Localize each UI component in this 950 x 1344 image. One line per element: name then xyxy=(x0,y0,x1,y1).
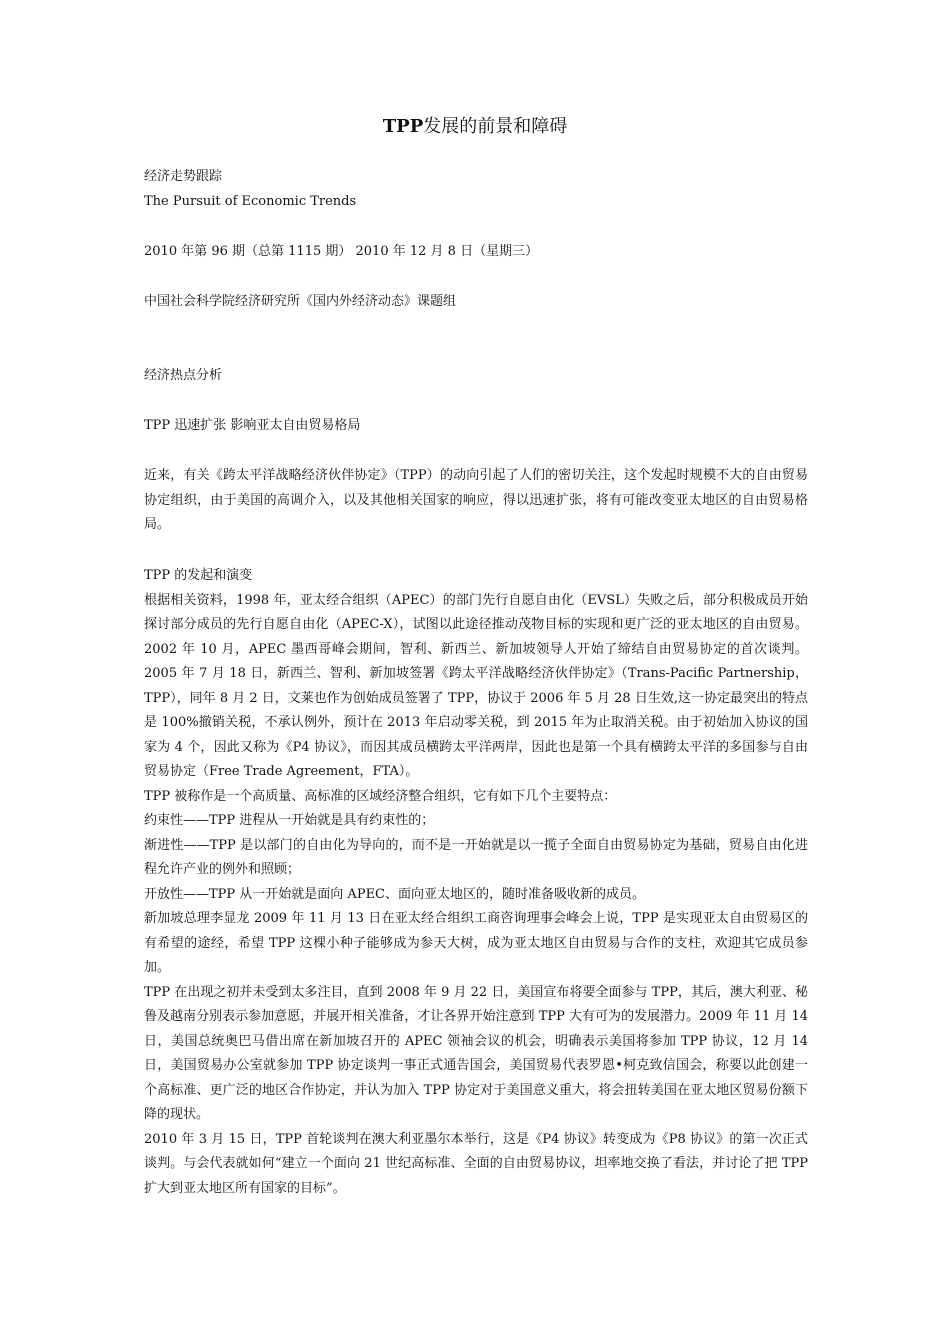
subheading: TPP 的发起和演变 xyxy=(144,568,253,583)
section-heading: 经济热点分析 xyxy=(144,368,223,383)
body-paragraph: TPP 被称作是一个高质量、高标准的区域经济整合组织，它有如下几个主要特点： xyxy=(144,788,617,804)
body-paragraph: 新加坡总理李显龙 2009 年 11 月 13 日在亚太经合组织工商咨询理事会峰会上说，TPP 是实现亚太自由贸易区的有希望的途经，希望 TPP 这棵小种子能够成为参天大树，成为亚太地区自由贸易与合作的支柱，欢迎其它成员参加。 xyxy=(144,911,808,975)
body-paragraph: 2010 年 3 月 15 日，TPP 首轮谈判在澳大利亚墨尔本举行，这是《P4 协议》转变成为《P8 协议》的第一次正式谈判。与会代表就如何“建立一个面向 21 世纪高标准、全面的自由贸易协议，坦率地交换了看法，并讨论了把 TPP 扩大到亚太地区所有国家的目标”。 xyxy=(144,1131,808,1196)
article-headline: TPP 迅速扩张 影响亚太自由贸易格局 xyxy=(144,418,361,433)
issue-line: 2010 年第 96 期（总第 1115 期） 2010 年 12 月 8 日（星期三） xyxy=(144,244,539,259)
body-paragraph: 根据相关资料，1998 年，亚太经合组织（APEC）的部门先行自愿自由化（EVSL）失败之后，部分积极成员开始探讨部分成员的先行自愿自由化（APEC-X），试图以此途径推动茂物目标的实现和更广泛的亚太地区的自由贸易。2002 年 10 月，APEC 墨西哥峰会期间，智利、新西兰、新加坡领导人开始了缔结自由贸易协定的首次谈判。2005 年 7 月 18 日，新西兰、智利、新加坡签署《跨太平洋战略经济伙伴协定》（Trans-Pacific Partnership，TPP），同年 8 月 2 日，文莱也作为创始成员签署了 TPP，协议于 2006 年 5 月 28 日生效,这一协定最突出的特点是 100%撤销关税，不承认例外，预计在 2013 年启动零关税，到 2015 年为止取消关税。由于初始加入协议的国家为 4 个，因此又称为《P4 协议》，而因其成员横跨太平洋两岸，因此也是第一个具有横跨太平洋的多国参与自由贸易协定（Free Trade Agreement，FTA）。 xyxy=(144,592,808,779)
title-rest: 发展的前景和障碍 xyxy=(423,116,568,137)
series-block xyxy=(144,165,808,214)
publisher-line: 中国社会科学院经济研究所《国内外经济动态》课题组 xyxy=(144,294,457,309)
body-paragraph: TPP 在出现之初并未受到太多注目，直到 2008 年 9 月 22 日，美国宣布将要全面参与 TPP，其后，澳大利亚、秘鲁及越南分别表示参加意愿，并展开相关准备，才让各界开始注意到 TPP 大有可为的发展潜力。2009 年 11 月 14 日，美国总统奥巴马借出席在新加坡召开的 APEC 领袖会议的机会，明确表示美国将参加 TPP 协议，12 月 14 日，美国贸易办公室就参加 TPP 协定谈判一事正式通告国会，美国贸易代表罗恩•柯克致信国会，称要以此创建一个高标准、更广泛的地区合作协定，并认为加入 TPP 协定对于美国意义重大，将会扭转美国在亚太地区贸易份额下降的现状。 xyxy=(144,984,808,1122)
intro-block xyxy=(144,464,808,538)
section-block xyxy=(144,364,808,389)
series-name-cn: 经济走势跟踪 xyxy=(144,169,223,184)
title-latin: TPP xyxy=(382,116,424,137)
body-paragraph: 开放性——TPP 从一开始就是面向 APEC、面向亚太地区的，随时准备吸收新的成员。 xyxy=(144,886,646,902)
body-paragraph: 约束性——TPP 进程从一开始就是具有约束性的； xyxy=(144,813,435,828)
body-block xyxy=(144,564,808,1201)
intro-paragraph: 近来，有关《跨太平洋战略经济伙伴协定》（TPP）的动向引起了人们的密切关注，这个发起时规模不大的自由贸易协定组织，由于美国的高调介入，以及其他相关国家的响应，得以迅速扩张，将有可能改变亚太地区的自由贸易格局。 xyxy=(144,468,808,532)
issue-block xyxy=(144,240,808,265)
headline-block xyxy=(144,414,808,439)
publisher-block xyxy=(144,290,808,315)
series-name-en: The Pursuit of Economic Trends xyxy=(144,193,357,209)
document-title xyxy=(0,115,950,139)
body-paragraph: 渐进性——TPP 是以部门的自由化为导向的，而不是一开始就是以一揽子全面自由贸易协定为基础，贸易自由化进程允许产业的例外和照顾； xyxy=(144,837,808,877)
